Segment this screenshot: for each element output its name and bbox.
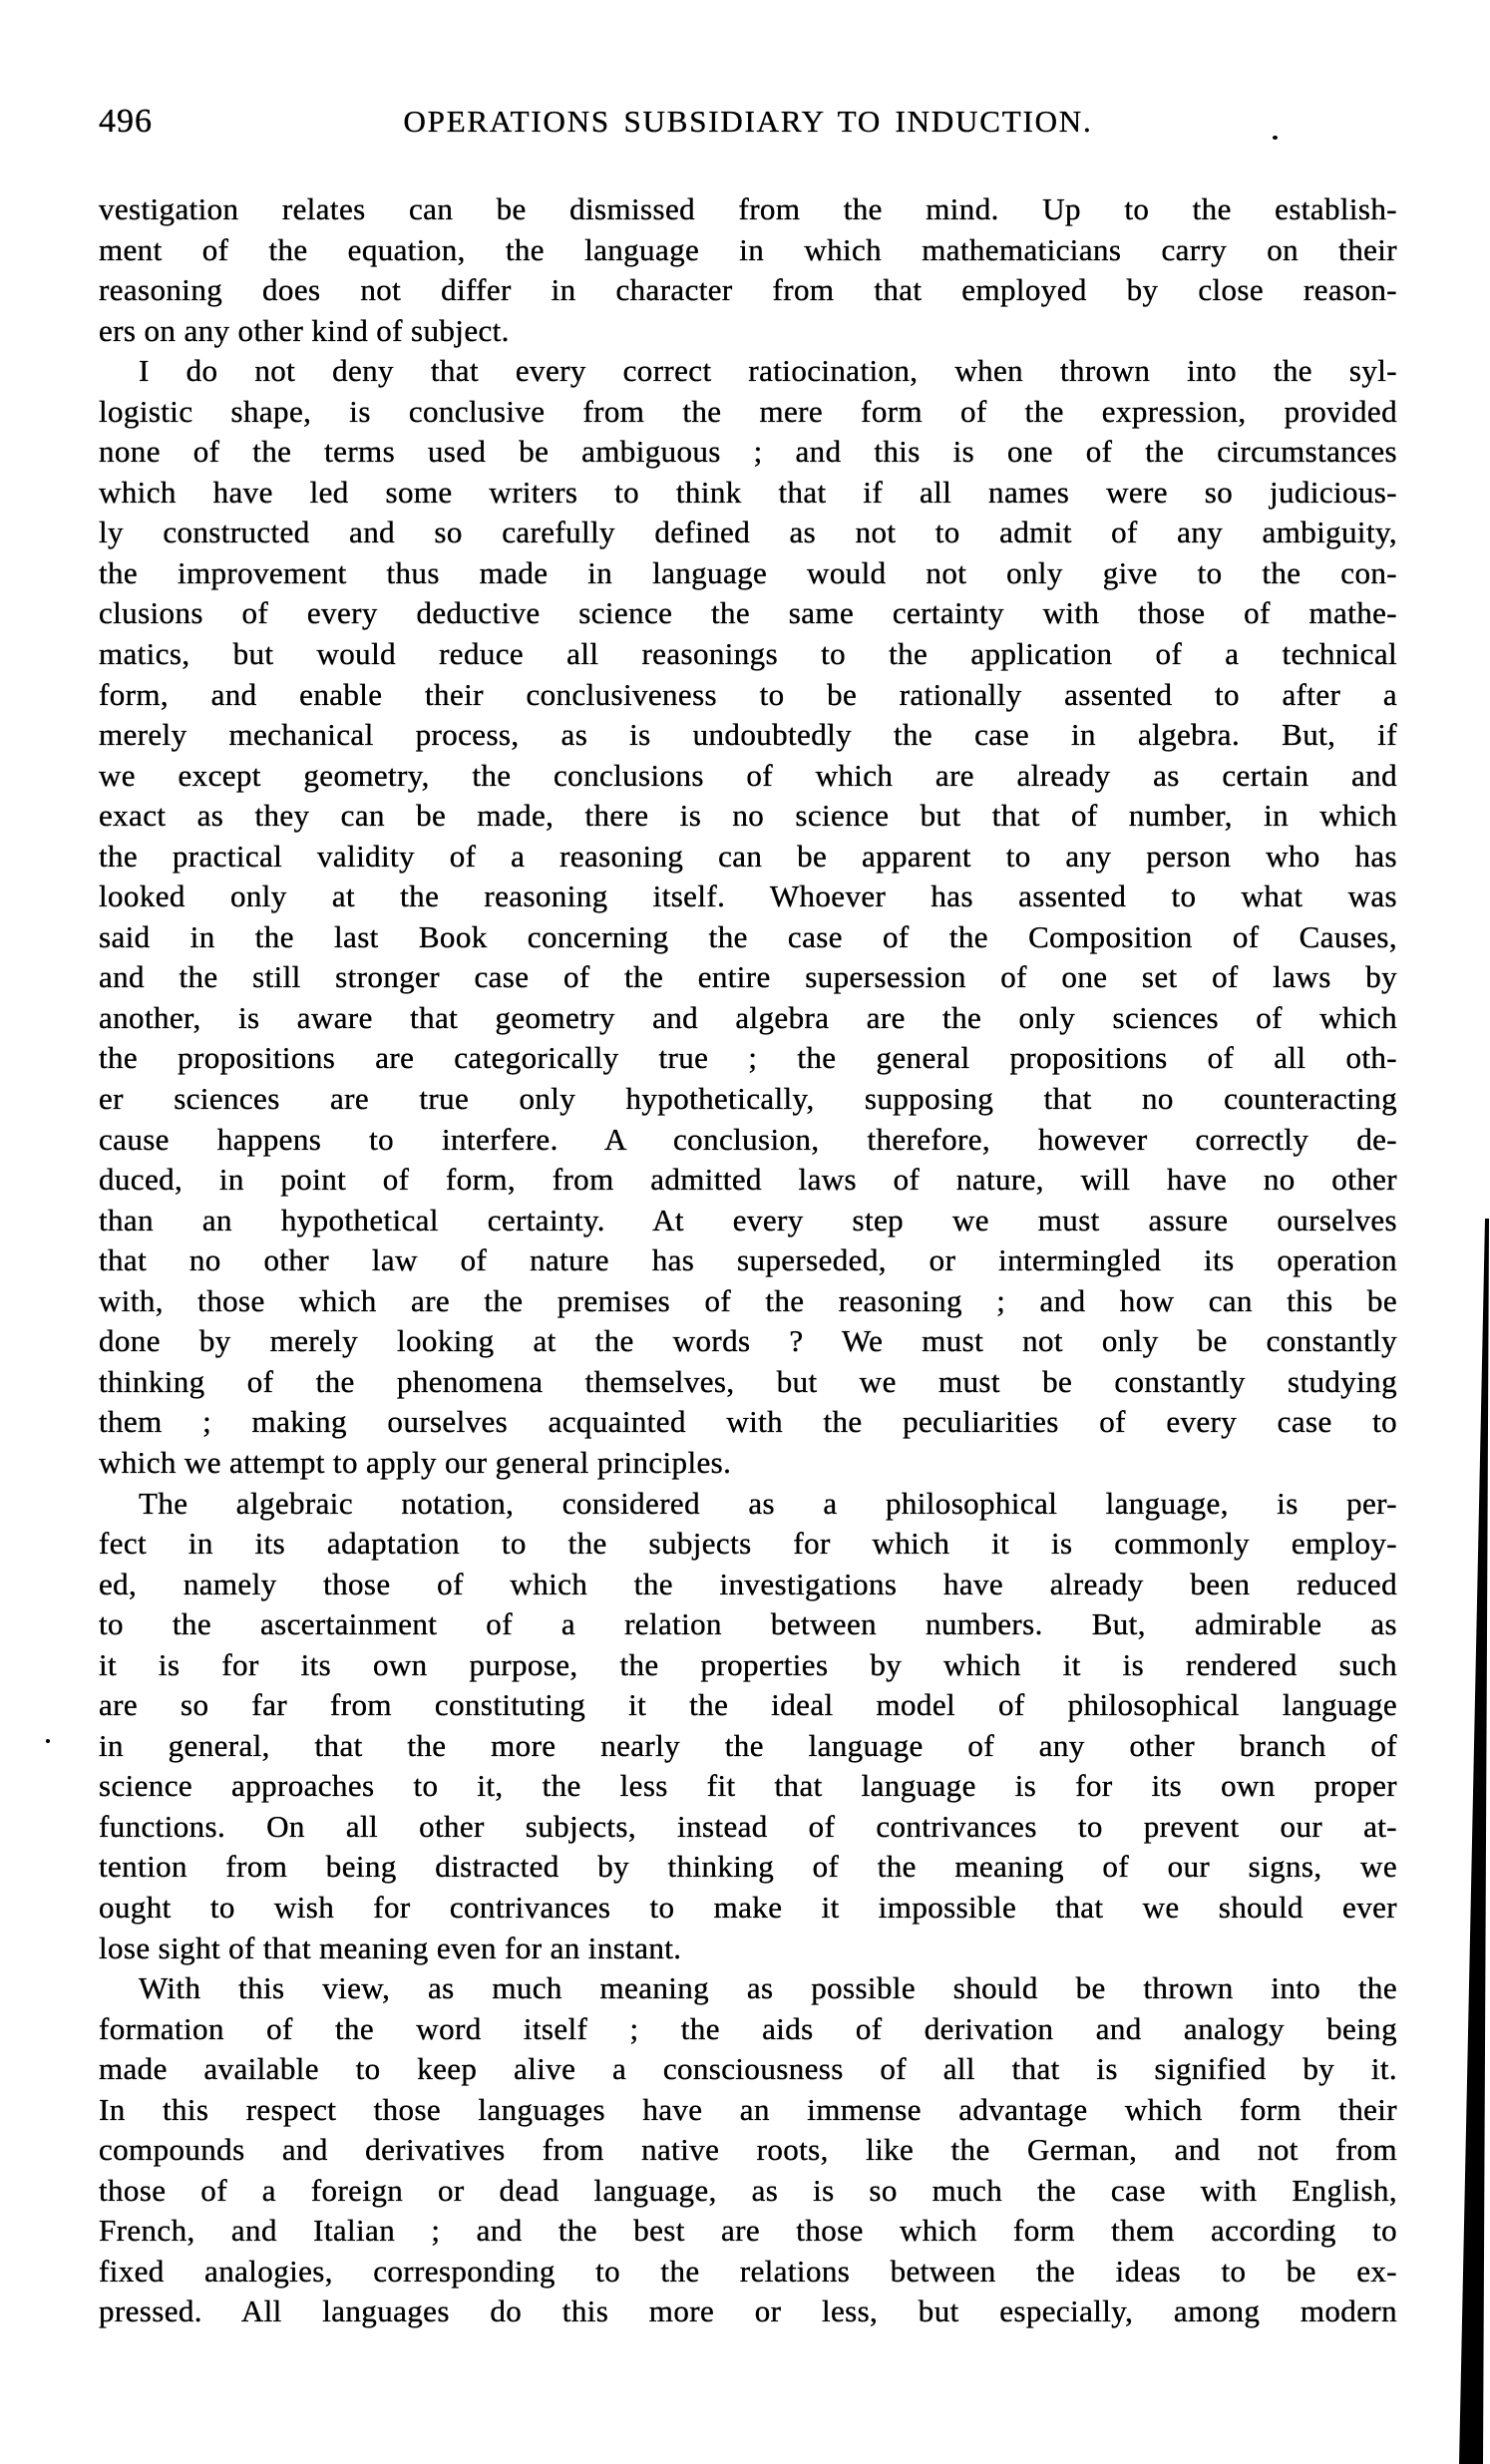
text-line: science approaches to it, the less fit that language is for its own proper: [99, 1768, 1397, 1804]
text-line: done by merely looking at the words ? We must not only be constantly: [99, 1323, 1397, 1359]
binding-shadow-bar: [1456, 1219, 1490, 2464]
text-line: them ; making ourselves acquainted with the peculiarities of every case to: [99, 1404, 1397, 1440]
text-line: which we attempt to apply our general principles.: [99, 1444, 732, 1480]
text-line: that no other law of nature has superseded, or intermingled its operation: [99, 1242, 1397, 1278]
text-line: we except geometry, the conclusions of which are already as certain and: [99, 757, 1397, 793]
text-line: vestigation relates can be dismissed from the mind. Up to the establish-: [99, 191, 1397, 226]
text-line: another, is aware that geometry and algebra are the only sciences of which: [99, 999, 1397, 1035]
page-number: 496: [99, 103, 153, 140]
text-line: tention from being distracted by thinking of the meaning of our signs, we: [99, 1849, 1397, 1885]
text-line: with, those which are the premises of the reasoning ; and how can this be: [99, 1282, 1397, 1318]
text-line: merely mechanical process, as is undoubtedly the case in algebra. But, if: [99, 717, 1397, 753]
text-line: it is for its own purpose, the properties by which it is rendered such: [99, 1646, 1397, 1682]
text-line: reasoning does not differ in character from that employed by close reason-: [99, 272, 1397, 308]
ink-speck: [46, 1739, 50, 1743]
text-line: than an hypothetical certainty. At every step we must assure ourselves: [99, 1202, 1397, 1237]
text-line: said in the last Book concerning the case of the Composition of Causes,: [99, 918, 1397, 954]
text-line: pressed. All languages do this more or less, but especially, among modern: [99, 2293, 1397, 2329]
text-line: ment of the equation, the language in which mathematicians carry on their: [99, 231, 1397, 267]
text-line: fect in its adaptation to the subjects for which it is commonly employ-: [99, 1526, 1397, 1562]
text-line: clusions of every deductive science the same certainty with those of mathe-: [99, 595, 1397, 631]
body-text: [99, 189, 1397, 2332]
text-line: French, and Italian ; and the best are those which form them according to: [99, 2213, 1397, 2249]
text-line: logistic shape, is conclusive from the mere form of the expression, provided: [99, 393, 1397, 429]
text-line: fixed analogies, corresponding to the relations between the ideas to be ex-: [99, 2253, 1397, 2288]
text-line: functions. On all other subjects, instead of contrivances to prevent our at-: [99, 1808, 1397, 1844]
text-line: which have led some writers to think that if all names were so judicious-: [99, 474, 1397, 510]
text-line: those of a foreign or dead language, as is so much the case with English,: [99, 2172, 1397, 2208]
text-line: formation of the word itself ; the aids of derivation and analogy being: [99, 2010, 1397, 2046]
text-line: exact as they can be made, there is no science but that of number, in which: [99, 798, 1397, 834]
text-line: are so far from constituting it the ideal model of philosophical language: [99, 1687, 1397, 1723]
text-line: the improvement thus made in language would not only give to the con-: [99, 554, 1397, 590]
text-line: none of the terms used be ambiguous ; and this is one of the circumstances: [99, 434, 1397, 470]
text-line: ly constructed and so carefully defined as not to admit of any ambiguity,: [99, 515, 1397, 550]
text-line: the practical validity of a reasoning can be apparent to any person who has: [99, 838, 1397, 874]
text-line: cause happens to interfere. A conclusion, therefore, however correctly de-: [99, 1121, 1397, 1157]
text-line: lose sight of that meaning even for an instant.: [99, 1930, 682, 1965]
text-line: duced, in point of form, from admitted laws of nature, will have no other: [99, 1162, 1397, 1198]
text-line: in general, that the more nearly the language of any other branch of: [99, 1727, 1397, 1763]
text-line: compounds and derivatives from native roots, like the German, and not from: [99, 2132, 1397, 2168]
text-line: and the still stronger case of the entire supersession of one set of laws by: [99, 959, 1397, 995]
text-line: the propositions are categorically true ; the general propositions of all oth-: [99, 1040, 1397, 1076]
text-line: thinking of the phenomena themselves, but we must be constantly studying: [99, 1363, 1397, 1399]
text-line: form, and enable their conclusiveness to be rationally assented to after a: [99, 676, 1397, 712]
text-line: matics, but would reduce all reasonings to the application of a technical: [99, 636, 1397, 672]
text-line: looked only at the reasoning itself. Whoever has assented to what was: [99, 879, 1397, 914]
text-line: With this view, as much meaning as possible should be thrown into the: [139, 1970, 1397, 2006]
text-line: to the ascertainment of a relation between numbers. But, admirable as: [99, 1606, 1397, 1642]
text-line: er sciences are true only hypothetically, supposing that no counteracting: [99, 1081, 1397, 1117]
text-line: ers on any other kind of subject.: [99, 312, 510, 348]
text-line: ought to wish for contrivances to make it impossible that we should ever: [99, 1889, 1397, 1925]
running-header: OPERATIONS SUBSIDIARY TO INDUCTION.: [403, 104, 1093, 139]
text-line: The algebraic notation, considered as a philosophical language, is per-: [139, 1485, 1397, 1521]
ink-speck: [1273, 136, 1278, 140]
text-line: ed, namely those of which the investigations have already been reduced: [99, 1566, 1397, 1601]
text-line: In this respect those languages have an immense advantage which form their: [99, 2091, 1397, 2127]
text-line: made available to keep alive a consciousness of all that is signified by it.: [99, 2051, 1397, 2087]
text-line: I do not deny that every correct ratiocination, when thrown into the syl-: [139, 353, 1397, 389]
